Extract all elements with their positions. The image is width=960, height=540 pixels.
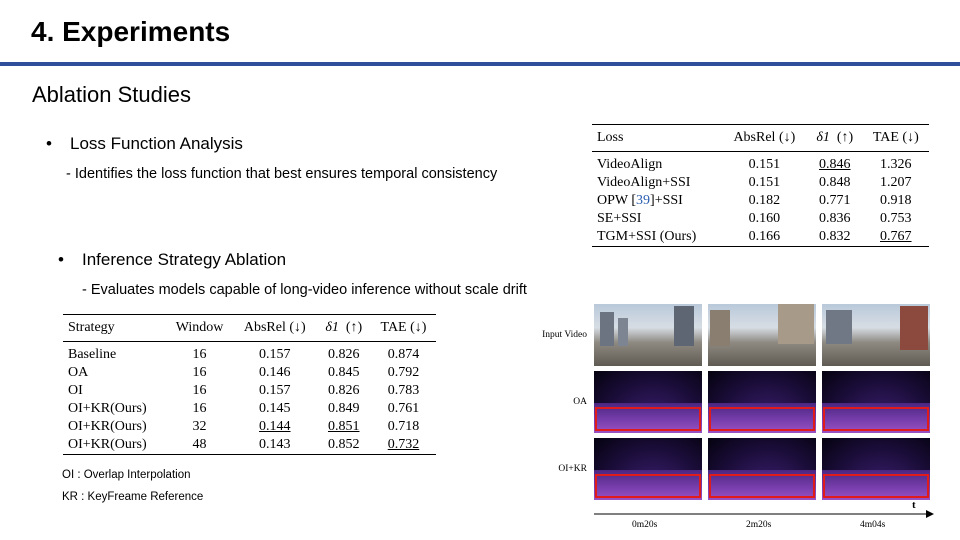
input-frame-3: [822, 304, 930, 366]
table-row: [592, 192, 929, 210]
qualitative-figure: [542, 300, 940, 540]
cell-strategy: OI: [68, 383, 83, 398]
table-row: [592, 210, 929, 228]
table-row: [592, 228, 929, 247]
bullet-inference-strategy: [58, 250, 286, 270]
cell-strategy: OI+KR(Ours): [68, 437, 147, 452]
cell-delta: 0.832: [819, 229, 851, 244]
footnote-oi: OI : Overlap Interpolation: [62, 469, 191, 481]
cell-loss: SE+SSI: [597, 211, 642, 226]
time-axis-label: t: [912, 499, 916, 511]
cell-tae: 0.718: [387, 419, 420, 434]
highlight-box: [823, 474, 929, 498]
cell-absrel: 0.145: [259, 401, 291, 416]
col-header: TAE (↓): [872, 130, 919, 145]
time-arrow-icon: [926, 510, 934, 518]
bullet-loss-function: [46, 134, 243, 154]
slide-title: 4. Experiments: [31, 16, 231, 47]
cell-tae: 0.767: [880, 229, 912, 244]
cell-delta: 0.826: [327, 347, 360, 362]
cell-absrel: 0.157: [259, 347, 291, 362]
cell-delta: 0.826: [327, 383, 360, 398]
timestamp-3: 4m04s: [860, 520, 886, 530]
delta-arrow: (↑): [836, 130, 854, 145]
oa-depth-1: [594, 371, 702, 433]
table-row: [592, 174, 929, 192]
delta-arrow: (↑): [345, 320, 363, 335]
cell-tae: 1.326: [880, 157, 912, 172]
loss-name-post: ]+SSI: [650, 193, 683, 208]
cell-window: 48: [192, 437, 207, 452]
table-row: [63, 400, 436, 418]
cell-absrel: 0.157: [259, 383, 291, 398]
cell-strategy: Baseline: [68, 347, 117, 362]
cell-absrel: 0.146: [259, 365, 291, 380]
bullet-inference-strategy-desc: - Evaluates models capable of long-video inference without scale drift: [82, 282, 527, 298]
title-divider: [0, 62, 960, 66]
cell-delta: 0.845: [327, 365, 360, 380]
timestamp-1: 0m20s: [632, 520, 658, 530]
table-row: [592, 152, 929, 175]
cell-absrel: 0.151: [748, 157, 781, 172]
col-header: AbsRel (↓): [243, 320, 306, 335]
table-row: [63, 342, 436, 365]
timestamp-2: 2m20s: [746, 520, 772, 530]
bullet-loss-function-desc: - Identifies the loss function that best ensures temporal consistency: [66, 166, 498, 182]
cell-delta: 0.852: [327, 437, 360, 452]
citation-link[interactable]: 39: [636, 193, 651, 208]
table-row: [63, 436, 436, 455]
loss-name-pre: OPW [: [597, 193, 637, 208]
col-header: AbsRel (↓): [733, 130, 796, 145]
oa-depth-2: [708, 371, 816, 433]
oikr-depth-3: [822, 438, 930, 500]
cell-window: 16: [192, 383, 207, 398]
input-frame-2: [708, 304, 816, 366]
cell-window: 16: [192, 365, 207, 380]
cell-delta: 0.849: [327, 401, 360, 416]
table-row: [63, 364, 436, 382]
row-label-input: Input Video: [542, 330, 587, 340]
cell-loss: [592, 192, 722, 210]
cell-delta: 0.848: [819, 175, 851, 190]
bullet-dot: •: [46, 134, 52, 153]
cell-tae: 0.783: [387, 383, 420, 398]
table-header-row: [63, 315, 436, 342]
row-label-oa: OA: [573, 397, 587, 407]
highlight-box: [595, 474, 701, 498]
cell-tae: 0.918: [880, 193, 912, 208]
cell-tae: 0.753: [880, 211, 912, 226]
input-frame-1: [594, 304, 702, 366]
table-header-row: [592, 125, 929, 152]
cell-tae: 1.207: [880, 175, 912, 190]
highlight-box: [709, 407, 815, 431]
loss-ablation-table: [592, 124, 929, 247]
col-header: TAE (↓): [380, 320, 427, 335]
cell-window: 16: [192, 347, 207, 362]
cell-delta: 0.851: [327, 419, 360, 434]
cell-strategy: OI+KR(Ours): [68, 419, 147, 434]
cell-tae: 0.761: [387, 401, 420, 416]
cell-delta: 0.836: [819, 211, 851, 226]
cell-tae: 0.874: [387, 347, 420, 362]
cell-tae: 0.792: [387, 365, 420, 380]
cell-window: 16: [192, 401, 207, 416]
col-header: Window: [175, 320, 224, 335]
cell-delta: 0.846: [819, 157, 851, 172]
cell-absrel: 0.166: [748, 229, 781, 244]
col-header: [807, 125, 863, 152]
highlight-box: [823, 407, 929, 431]
oikr-depth-1: [594, 438, 702, 500]
footnote-kr: KR : KeyFreame Reference: [62, 491, 204, 503]
cell-window: 32: [192, 419, 207, 434]
bullet-dot: •: [58, 250, 64, 269]
cell-loss: VideoAlign+SSI: [597, 175, 691, 190]
section-subtitle: Ablation Studies: [32, 82, 191, 107]
highlight-box: [709, 474, 815, 498]
cell-tae: 0.732: [387, 437, 420, 452]
cell-delta: 0.771: [819, 193, 851, 208]
table-row: [63, 418, 436, 436]
col-header: Loss: [597, 130, 624, 145]
table-row: [63, 382, 436, 400]
delta-symbol: δ1: [325, 320, 339, 335]
col-header: Strategy: [68, 320, 115, 335]
row-label-oikr: OI+KR: [558, 464, 587, 474]
oikr-depth-2: [708, 438, 816, 500]
delta-symbol: δ1: [816, 130, 830, 145]
highlight-box: [595, 407, 701, 431]
cell-strategy: OA: [68, 365, 89, 380]
strategy-ablation-table: [63, 314, 436, 455]
col-header: [317, 315, 371, 342]
bullet-label: Loss Function Analysis: [70, 134, 243, 153]
cell-absrel: 0.182: [748, 193, 781, 208]
cell-strategy: OI+KR(Ours): [68, 401, 147, 416]
cell-absrel: 0.144: [259, 419, 291, 434]
cell-absrel: 0.160: [748, 211, 781, 226]
cell-absrel: 0.151: [748, 175, 781, 190]
cell-absrel: 0.143: [259, 437, 291, 452]
oa-depth-3: [822, 371, 930, 433]
cell-loss: VideoAlign: [597, 157, 663, 172]
cell-loss: TGM+SSI (Ours): [597, 229, 697, 244]
bullet-label: Inference Strategy Ablation: [82, 250, 287, 269]
